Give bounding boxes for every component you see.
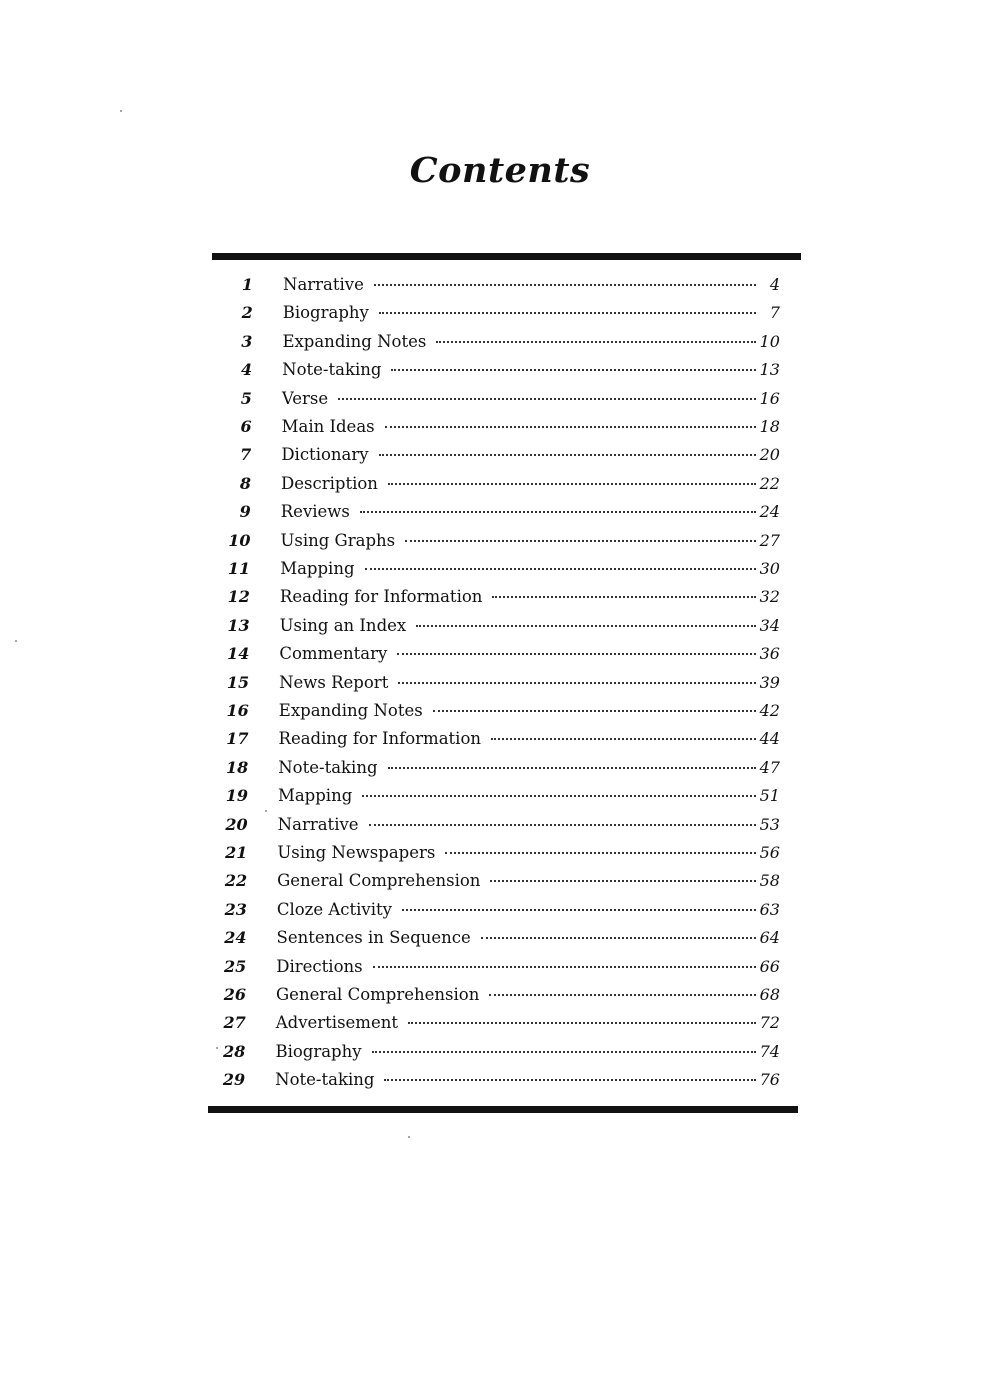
dot-leader bbox=[362, 795, 755, 797]
toc-entry-title: Sentences in Sequence bbox=[276, 928, 471, 948]
toc-entry-title: Note-taking bbox=[275, 1070, 375, 1090]
dot-leader bbox=[373, 966, 756, 968]
toc-entry bbox=[209, 671, 780, 695]
toc-entry bbox=[209, 727, 780, 751]
toc-entry-page: 44 bbox=[759, 729, 780, 749]
dot-leader bbox=[405, 540, 756, 542]
toc-entry-page: 42 bbox=[759, 701, 780, 720]
toc-entry-number: 16 bbox=[226, 701, 249, 720]
toc-entry bbox=[212, 358, 780, 382]
dot-leader bbox=[379, 312, 756, 314]
toc-entry-title: Note-taking bbox=[282, 360, 382, 380]
toc-entry-page: 32 bbox=[759, 587, 780, 607]
toc-entry-title: Description bbox=[281, 473, 378, 493]
toc-entry-number: 26 bbox=[223, 985, 246, 1004]
toc-entry bbox=[208, 756, 780, 780]
dot-leader bbox=[433, 710, 756, 712]
toc-entry-title: Expanding Notes bbox=[278, 701, 423, 720]
toc-entry-title: Narrative bbox=[283, 275, 364, 294]
toc-entry-number: 9 bbox=[239, 502, 251, 522]
toc-entry-number: 14 bbox=[227, 644, 250, 664]
toc-entry bbox=[208, 813, 780, 837]
toc-entry-page: 68 bbox=[759, 985, 780, 1004]
scan-speck bbox=[15, 640, 17, 642]
toc-entry-page: 63 bbox=[759, 899, 780, 919]
toc-entry-page: 51 bbox=[759, 786, 780, 806]
toc-entry-page: 20 bbox=[759, 445, 780, 465]
toc-entry-number: 3 bbox=[241, 331, 253, 351]
toc-entry bbox=[211, 500, 780, 524]
toc-entry bbox=[207, 926, 780, 950]
toc-entry-number: 29 bbox=[222, 1070, 246, 1090]
dot-leader bbox=[369, 824, 756, 826]
toc-entry-page: 22 bbox=[759, 473, 780, 493]
scan-speck bbox=[265, 810, 267, 812]
toc-entry-number: 10 bbox=[228, 530, 251, 550]
dot-leader bbox=[408, 1022, 756, 1024]
toc-entry bbox=[210, 614, 780, 638]
toc-entry-page: 24 bbox=[759, 502, 780, 522]
toc-entry-title: Expanding Notes bbox=[282, 331, 427, 351]
toc-entry-number: 5 bbox=[240, 388, 252, 408]
toc-entry-number: 7 bbox=[240, 445, 252, 465]
toc-entry bbox=[205, 1068, 780, 1092]
dot-leader bbox=[374, 284, 756, 286]
toc-entry-title: Using an Index bbox=[279, 615, 407, 635]
toc-entry-page: 53 bbox=[759, 814, 780, 834]
toc-entry-page: 4 bbox=[769, 275, 780, 294]
toc-entry bbox=[207, 841, 780, 865]
toc-entry-number: 18 bbox=[225, 757, 249, 777]
dot-leader bbox=[398, 682, 755, 684]
dot-leader bbox=[379, 454, 756, 456]
toc-entry-title: Verse bbox=[281, 388, 329, 408]
toc-entry-number: 8 bbox=[239, 473, 252, 493]
toc-entry-title: Biography bbox=[282, 303, 369, 323]
toc-entry-page: 74 bbox=[759, 1041, 780, 1061]
toc-entry-title: Narrative bbox=[277, 814, 359, 834]
toc-entry-title: Cloze Activity bbox=[276, 899, 392, 919]
toc-entry-number: 19 bbox=[225, 786, 248, 806]
dot-leader bbox=[365, 568, 756, 570]
toc-entry bbox=[205, 1040, 780, 1064]
toc-entry bbox=[206, 955, 780, 979]
dot-leader bbox=[436, 341, 755, 343]
toc-entry bbox=[210, 557, 780, 581]
toc-entry-title: Reading for Information bbox=[279, 587, 483, 607]
toc-entry-page: 76 bbox=[759, 1070, 780, 1090]
scan-speck bbox=[120, 110, 122, 112]
toc-entry-number: 15 bbox=[226, 672, 250, 692]
dot-leader bbox=[388, 483, 756, 485]
toc-entry-title: General Comprehension bbox=[277, 871, 481, 891]
dot-leader bbox=[397, 653, 755, 655]
toc-entry-number: 2 bbox=[241, 303, 253, 323]
toc-entry-page: 72 bbox=[759, 1013, 780, 1033]
toc-entry-number: 25 bbox=[224, 956, 247, 976]
toc-entry-page: 64 bbox=[759, 928, 780, 948]
page-title: Contents bbox=[409, 150, 591, 191]
toc-entry-title: Mapping bbox=[277, 786, 353, 806]
toc-entry bbox=[209, 642, 780, 666]
scan-speck bbox=[408, 1136, 410, 1138]
dot-leader bbox=[360, 511, 756, 513]
toc-entry-title: Reading for Information bbox=[278, 729, 482, 749]
toc-entry bbox=[210, 529, 780, 553]
toc-entry-page: 58 bbox=[759, 871, 780, 891]
toc-entry-number: 6 bbox=[240, 417, 252, 436]
dot-leader bbox=[416, 625, 755, 627]
toc-entry-number: 1 bbox=[241, 275, 253, 294]
dot-leader bbox=[391, 369, 755, 371]
dot-leader bbox=[338, 398, 755, 400]
toc-entry-number: 27 bbox=[223, 1013, 246, 1033]
toc-entry-page: 39 bbox=[759, 672, 780, 692]
dot-leader bbox=[445, 852, 755, 854]
toc-entry bbox=[212, 415, 780, 439]
toc-entry-title: Reviews bbox=[280, 502, 350, 522]
toc-entry bbox=[212, 387, 780, 411]
toc-entry-title: General Comprehension bbox=[276, 985, 480, 1004]
toc-entry-number: 12 bbox=[227, 587, 250, 607]
toc-entry-page: 10 bbox=[759, 331, 780, 351]
toc-entry bbox=[210, 585, 780, 609]
toc-entry-number: 17 bbox=[226, 729, 249, 749]
dot-leader bbox=[489, 994, 755, 996]
toc-entry-number: 22 bbox=[224, 871, 248, 891]
toc-entry bbox=[212, 330, 780, 354]
toc-entry-title: Note-taking bbox=[278, 757, 378, 777]
toc-entry bbox=[211, 443, 780, 467]
toc-entry-title: Mapping bbox=[280, 559, 355, 578]
dot-leader bbox=[384, 1079, 755, 1081]
toc-entry-number: 11 bbox=[227, 559, 251, 578]
toc-entry-page: 7 bbox=[769, 303, 780, 323]
toc-entry-number: 4 bbox=[241, 360, 253, 380]
toc-entry-page: 18 bbox=[759, 417, 780, 436]
toc-entry-number: 24 bbox=[224, 928, 247, 948]
toc-entry-page: 47 bbox=[759, 757, 780, 777]
toc-entry-title: Dictionary bbox=[281, 445, 369, 465]
toc-entry-number: 21 bbox=[225, 843, 248, 862]
toc-entry bbox=[206, 1011, 780, 1035]
toc-entry bbox=[207, 869, 780, 893]
toc-entry bbox=[211, 472, 780, 496]
top-rule bbox=[212, 253, 801, 260]
dot-leader bbox=[492, 596, 755, 598]
toc-entry-title: Directions bbox=[276, 956, 363, 976]
dot-leader bbox=[491, 738, 756, 740]
toc-entry-page: 34 bbox=[759, 615, 780, 635]
toc-entry-page: 27 bbox=[759, 530, 780, 550]
toc-entry-title: Biography bbox=[275, 1041, 362, 1061]
toc-entry-title: News Report bbox=[279, 672, 389, 692]
dot-leader bbox=[481, 937, 756, 939]
toc-entry bbox=[208, 784, 780, 808]
toc-entry bbox=[206, 983, 780, 1007]
toc-entry bbox=[209, 699, 780, 723]
toc-entry bbox=[213, 301, 780, 325]
toc-entry-number: 13 bbox=[227, 615, 250, 635]
toc-entry-page: 13 bbox=[759, 360, 780, 380]
toc-entry-title: Main Ideas bbox=[281, 417, 375, 436]
toc-entry-page: 16 bbox=[759, 388, 780, 408]
toc-entry-title: Advertisement bbox=[275, 1013, 398, 1033]
toc-entry-number: 23 bbox=[224, 899, 247, 919]
toc-entry-page: 56 bbox=[759, 843, 780, 862]
toc-entry-number: 20 bbox=[225, 814, 248, 834]
toc-entry bbox=[213, 273, 780, 297]
toc-entry-title: Using Graphs bbox=[280, 530, 396, 550]
toc-entry-page: 36 bbox=[759, 644, 780, 664]
bottom-rule bbox=[208, 1106, 798, 1113]
toc-entry-title: Commentary bbox=[279, 644, 388, 664]
toc-entry-title: Using Newspapers bbox=[277, 843, 436, 862]
toc-entry-number: 28 bbox=[223, 1041, 246, 1061]
dot-leader bbox=[402, 909, 756, 911]
toc-entry bbox=[207, 898, 780, 922]
toc-entry-page: 30 bbox=[759, 559, 780, 578]
dot-leader bbox=[388, 767, 756, 769]
scan-speck bbox=[216, 1047, 218, 1049]
toc-entry-page: 66 bbox=[759, 956, 780, 976]
dot-leader bbox=[385, 426, 756, 428]
dot-leader bbox=[490, 880, 755, 882]
dot-leader bbox=[372, 1051, 756, 1053]
